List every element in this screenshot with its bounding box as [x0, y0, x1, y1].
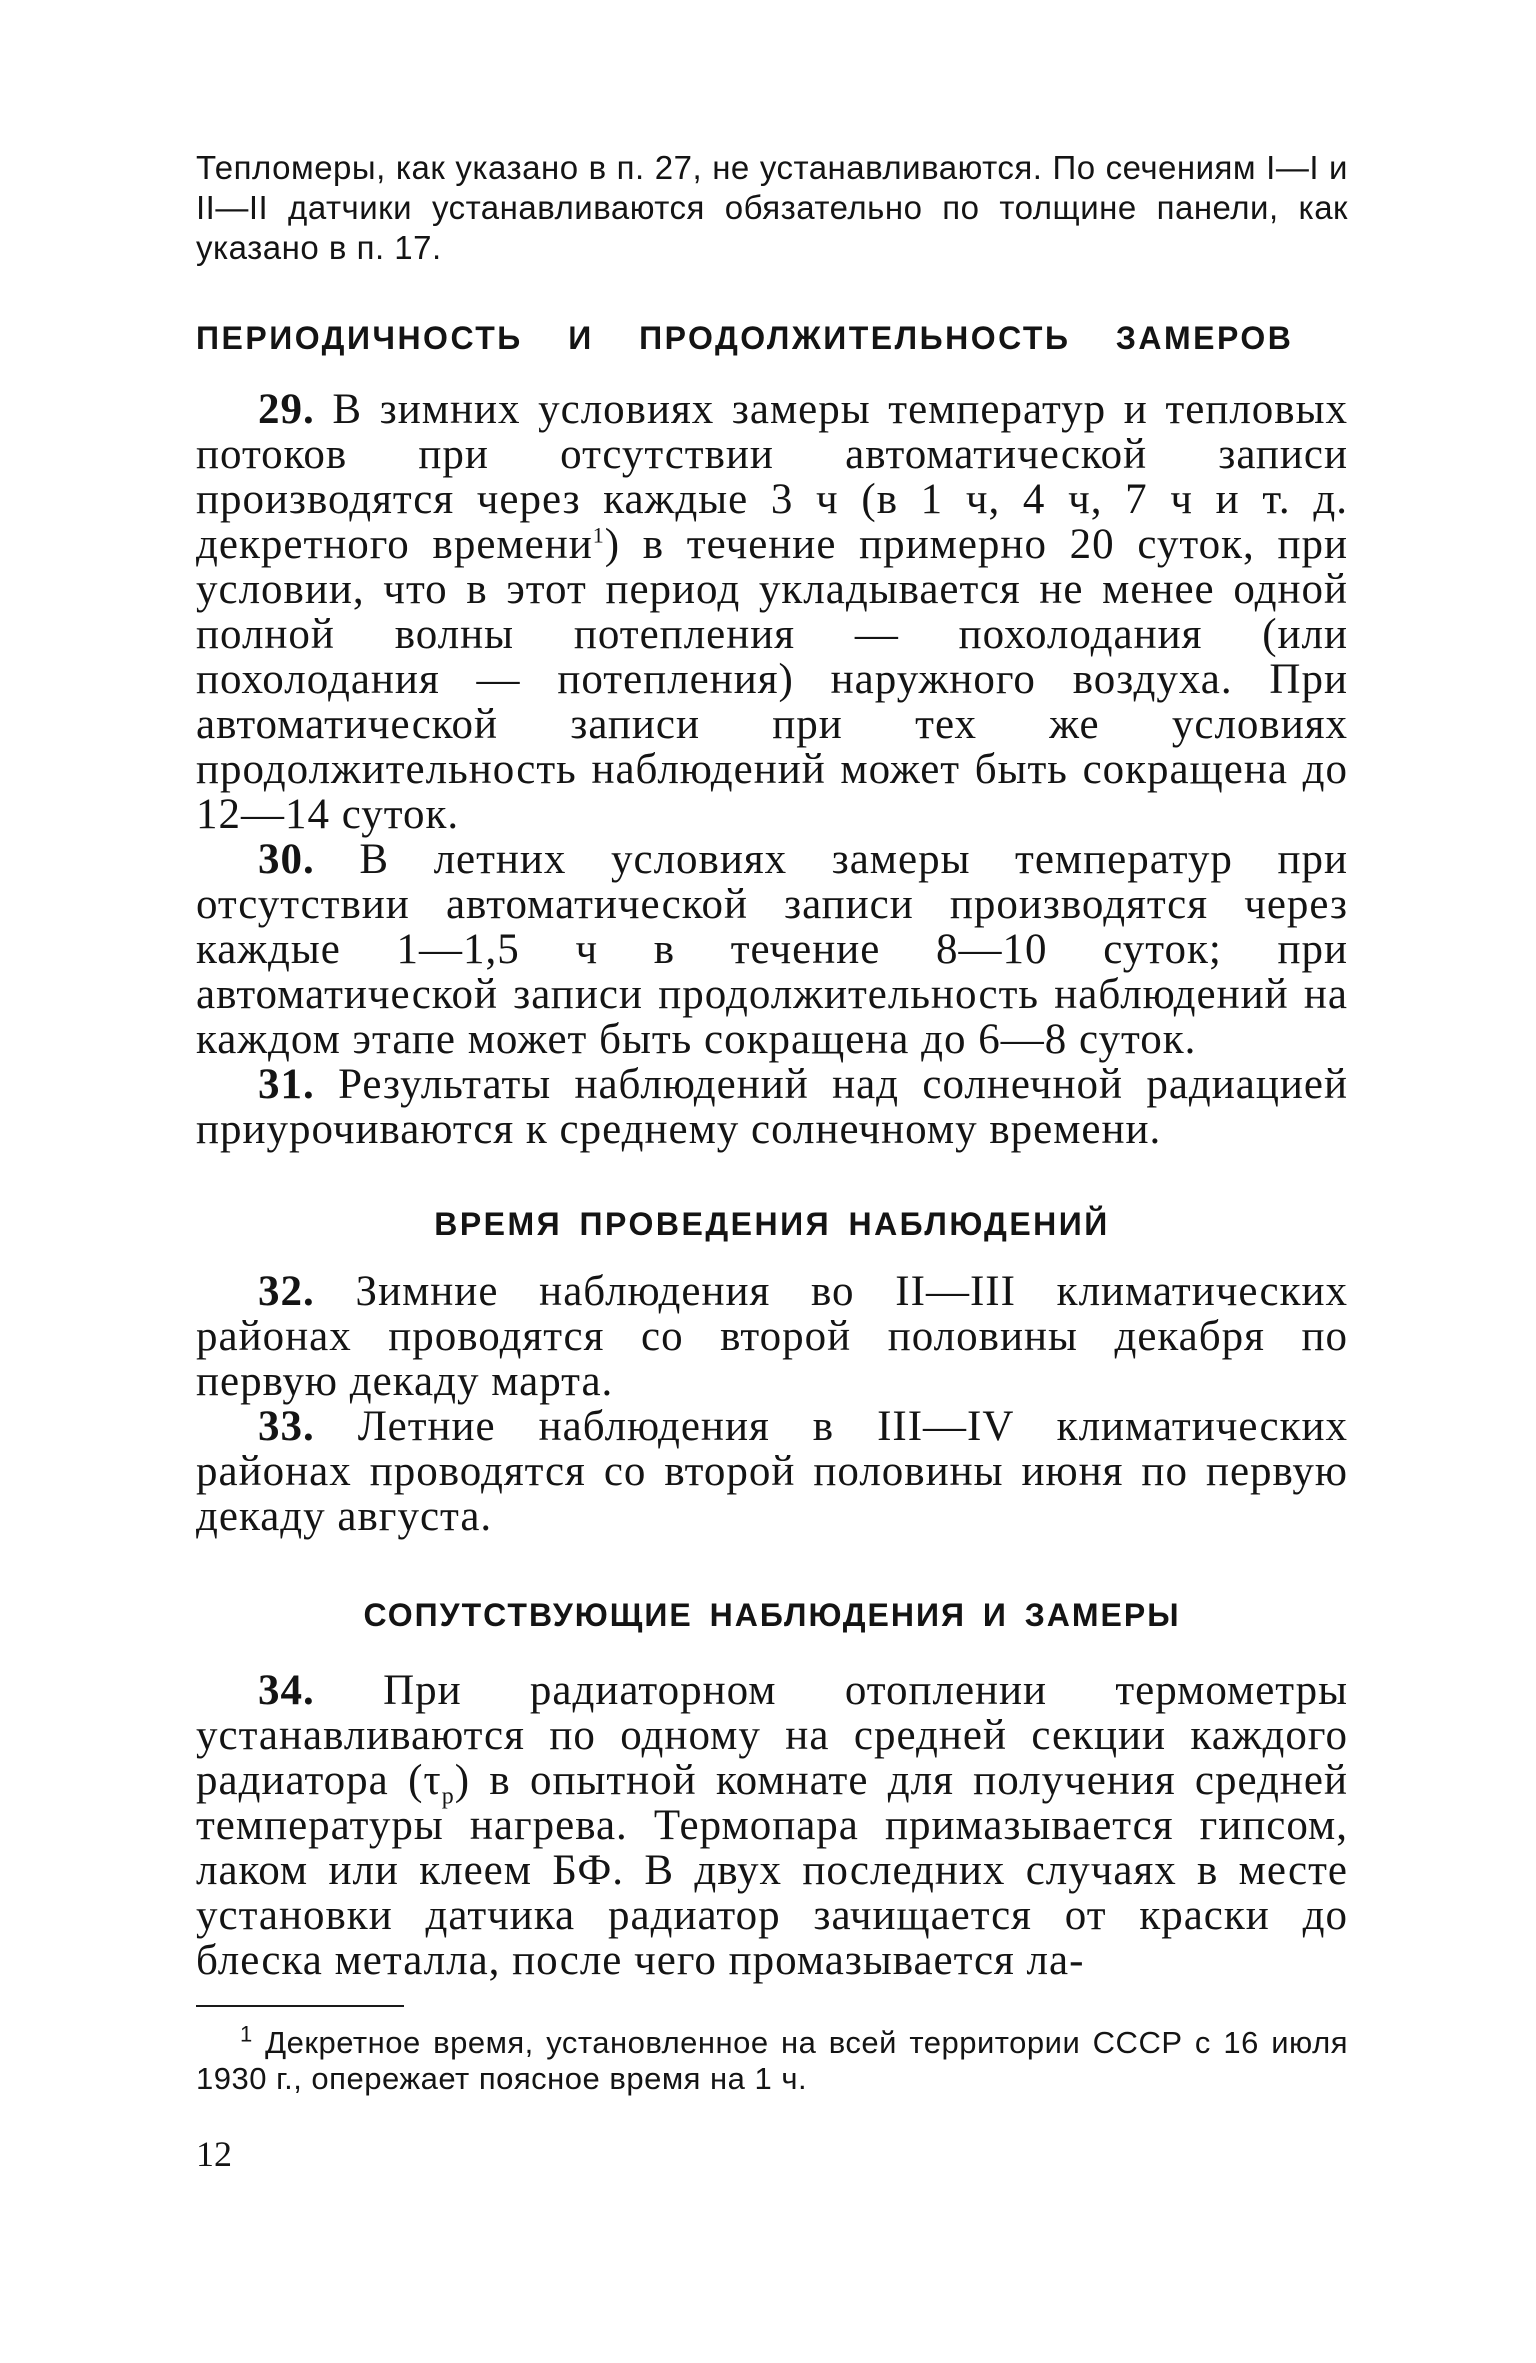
footnote: [196, 2021, 1348, 2097]
paragraph-text: Результаты наблюдений над солнечной радиацией приурочиваются к среднему солнечному времени.: [196, 1061, 1349, 1153]
paragraph-number: 33.: [258, 1403, 315, 1450]
footnote-divider: [196, 2005, 404, 2007]
paragraph-31: [196, 1062, 1348, 1152]
paragraph-text-cont: ) в опытной комнате для получения средней температуры нагрева. Термопара примазывается гипсом, лаком или клеем БФ. В двух последних случаях в месте установки датчика радиатор зачищается от краски до блеска металла, после чего промазывается ла-: [196, 1757, 1349, 1984]
paragraph-number: 30.: [258, 836, 315, 883]
paragraph-30: [196, 837, 1348, 1062]
paragraph-text: Летние наблюдения в III—IV климатических районах проводятся со второй половины июня по первую декаду августа.: [196, 1403, 1348, 1540]
paragraph-32: [196, 1269, 1348, 1404]
paragraph-number: 34.: [258, 1667, 315, 1714]
document-page: [196, 148, 1348, 2175]
paragraph-number: 29.: [258, 386, 315, 433]
paragraph-text: Зимние наблюдения во II—III климатических районах проводятся со второй половины декабря по первую декаду марта.: [196, 1268, 1349, 1405]
footnote-ref: 1: [592, 522, 605, 548]
footnote-text: Декретное время, установленное на всей территории СССР с 16 июля 1930 г., опережает поясное время на 1 ч.: [196, 2025, 1348, 2096]
footnote-marker: 1: [240, 2021, 253, 2047]
intro-paragraph: Тепломеры, как указано в п. 27, не устанавливаются. По сечениям I—I и II—II датчики устанавливаются обязательно по толщине панели, как указано в п. 17.: [196, 149, 1348, 266]
section-heading-accompanying: СОПУТСТВУЮЩИЕ НАБЛЮДЕНИЯ И ЗАМЕРЫ: [363, 1597, 1181, 1633]
paragraph-text-cont: ) в течение примерно 20 суток, при условии, что в этот период укладывается не менее одной полной волны потепления — похолодания (или похолодания — потепления) наружного воздуха. При автоматической записи при тех же условиях продолжительность наблюдений может быть сокращена до 12—14 суток.: [196, 521, 1348, 838]
paragraph-number: 32.: [258, 1268, 315, 1315]
section-heading-time: ВРЕМЯ ПРОВЕДЕНИЯ НАБЛЮДЕНИЙ: [434, 1206, 1110, 1242]
subscript: р: [441, 1783, 455, 1810]
page-number: 12: [196, 2134, 232, 2174]
paragraph-number: 31.: [258, 1061, 315, 1108]
paragraph-33: [196, 1404, 1348, 1539]
paragraph-29: [196, 387, 1348, 837]
paragraph-text: При радиаторном отоплении термометры устанавливаются по одному на средней секции каждого радиатора (τ: [196, 1667, 1348, 1804]
paragraph-text: В зимних условиях замеры температур и тепловых потоков при отсутствии автоматической записи производятся через каждые 3 ч (в 1 ч, 4 ч, 7 ч и т. д. декретного времени: [196, 386, 1349, 568]
paragraph-34: [196, 1668, 1348, 1983]
paragraph-text: В летних условиях замеры температур при отсутствии автоматической записи производятся через каждые 1—1,5 ч в течение 8—10 суток; при автоматической записи продолжительность наблюдений на каждом этапе может быть сокращена до 6—8 суток.: [196, 836, 1349, 1063]
section-heading-periodicity: ПЕРИОДИЧНОСТЬ И ПРОДОЛЖИТЕЛЬНОСТЬ ЗАМЕРОВ: [196, 320, 1294, 356]
